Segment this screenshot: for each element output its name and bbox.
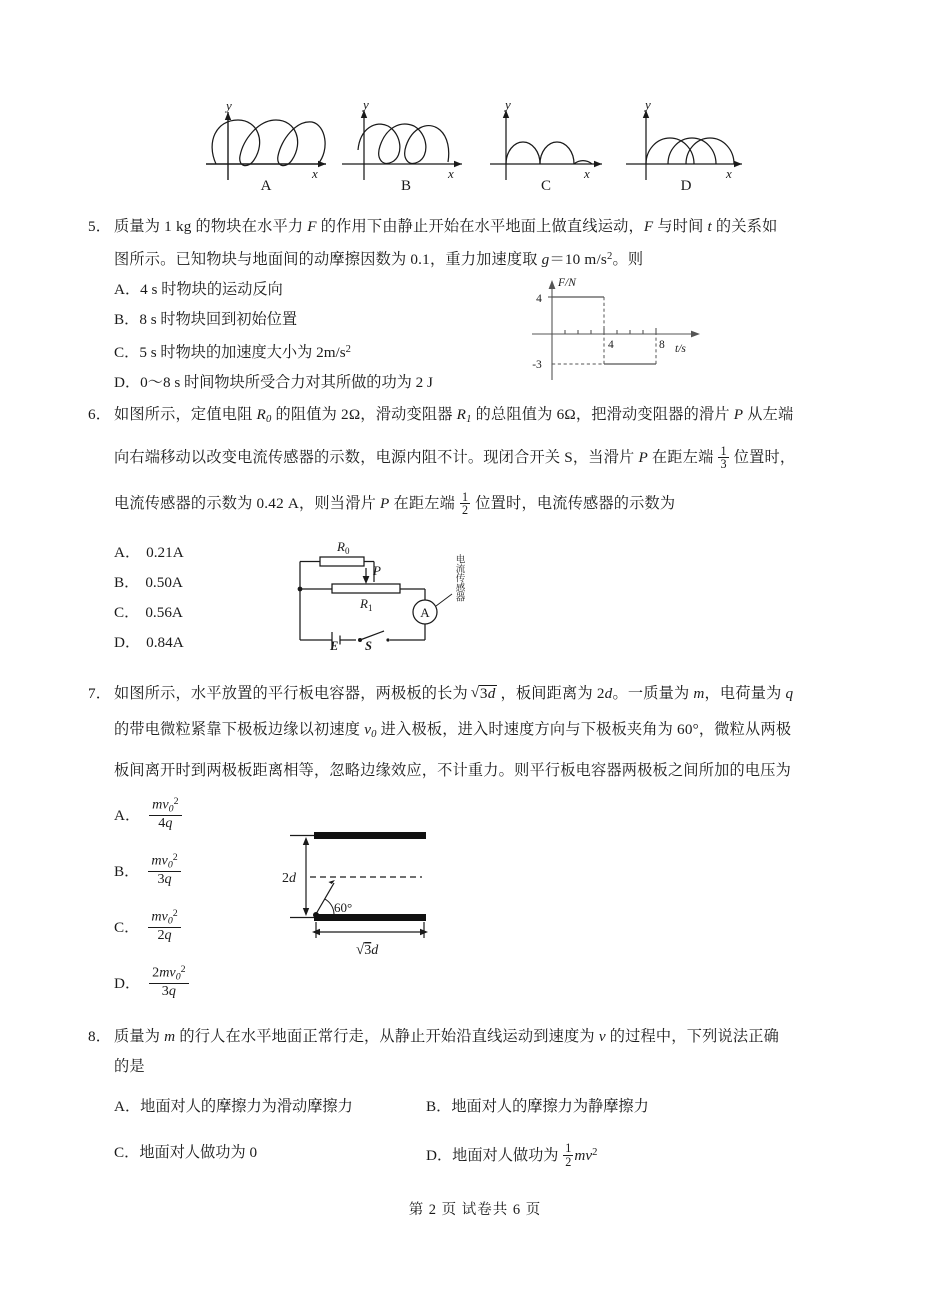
q8-text-a: 质量为: [114, 1028, 165, 1045]
q6-fraction-one-third: [718, 445, 728, 472]
denominator-q: q: [164, 871, 172, 888]
fraction-numerator: [148, 909, 180, 928]
length-d: d: [371, 943, 379, 958]
numerator-v-sub: 0: [167, 915, 173, 927]
current-sensor-label: [452, 554, 464, 606]
question-5-option-d[interactable]: [114, 368, 888, 398]
q6-text-j: 位置时，电流传感器的示数为: [471, 494, 676, 512]
q5-text-d: 的关系如: [711, 218, 778, 235]
option-tag: B．: [114, 310, 140, 328]
numerator-v-sub: 0: [167, 859, 173, 871]
option-tag: C．: [114, 604, 140, 621]
rheostat-r1-sub: 1: [368, 603, 373, 613]
numerator-v: v: [161, 908, 168, 925]
q5-symbol-F: F: [307, 218, 317, 235]
q6-text-i: 在距左端: [389, 494, 459, 512]
capacitor-diagram-svg: [272, 818, 482, 960]
question-6-option-b[interactable]: [114, 568, 184, 598]
q8-symbol-v: v: [598, 1028, 606, 1045]
trajectory-label-b: B: [400, 178, 411, 194]
question-8-option-a[interactable]: [114, 1092, 353, 1122]
question-8-option-b[interactable]: [426, 1092, 649, 1122]
numerator-m: m: [151, 852, 162, 869]
trajectory-label-c: C: [540, 178, 551, 194]
q6-symbol-R0-sub: 0: [265, 413, 272, 425]
q7-text-f: 进入极板，进入时速度方向与下极板夹角为 60°，微粒从两极: [376, 721, 792, 738]
trajectory-option-c: [476, 92, 616, 202]
option-tag: A．: [114, 1098, 141, 1115]
option-tag: C．: [114, 343, 140, 361]
graph-xtick-4: 4: [608, 339, 614, 351]
option-text: 0.56A: [145, 604, 183, 621]
option-text: 0.21A: [146, 544, 184, 561]
fraction-denominator: [149, 816, 181, 831]
q8-text-c: 的过程中，下列说法正确: [605, 1028, 780, 1045]
q7-sqrt-3d: [472, 676, 497, 712]
q8-symbol-m: m: [164, 1028, 176, 1045]
q7-text-g: 板间离开时到两极板距离相等，忽略边缘效应，不计重力。则平行板电容器两极板之间所加的电压为: [114, 761, 792, 779]
question-7-option-a[interactable]: [114, 788, 190, 844]
numerator-v-sup: 2: [173, 796, 179, 808]
force-time-graph: [520, 272, 740, 384]
resistor-r0-sub: 0: [345, 546, 350, 556]
gap-d: d: [289, 871, 296, 886]
axis-label-y: y: [505, 97, 511, 112]
q6-symbol-P3: P: [379, 494, 390, 512]
trajectory-svg-a: [196, 92, 336, 182]
option-tag: B．: [114, 863, 140, 880]
fraction-denominator: 3: [720, 457, 727, 472]
q7-text-c: 。一质量为: [612, 685, 694, 702]
option-fraction: [149, 797, 181, 831]
fraction-denominator: [149, 984, 188, 999]
q7-symbol-v0-sub: 0: [371, 728, 377, 740]
q6-text-e: 向右端移动以改变电流传感器的示数，电源内阻不计。现闭合开关 S，当滑片: [114, 448, 639, 466]
fraction-denominator: [148, 872, 180, 887]
question-7-option-b[interactable]: [114, 844, 190, 900]
numerator-v-sub: 0: [168, 803, 174, 815]
fraction-denominator: 2: [462, 503, 469, 518]
page-footer-text: 第 2 页 试卷共 6 页: [408, 1202, 542, 1218]
q5-symbol-F2: F: [643, 218, 654, 235]
option-text: 8 s 时物块回到初始位置: [139, 310, 298, 328]
question-8-stem-line-2: [88, 1052, 888, 1082]
question-7-stem-line-2: [88, 712, 888, 753]
numerator-coef: 2: [152, 964, 160, 981]
numerator-v: v: [162, 796, 169, 813]
trajectory-label-d: D: [680, 178, 692, 194]
force-time-graph-svg: [520, 272, 740, 384]
option-text: 地面对人的摩擦力为静摩擦力: [451, 1098, 649, 1115]
question-8-options-row-1: [88, 1092, 888, 1130]
fraction-numerator: [149, 797, 181, 816]
q6-text-a: 如图所示，定值电阻: [114, 406, 257, 423]
q5-text-g: 。则: [612, 250, 644, 268]
angle-label: 60°: [334, 900, 353, 915]
option-text: 0～8 s 时间物块所受合力对其所做的功为 2 J: [140, 373, 433, 391]
question-6: [88, 400, 888, 527]
gap-coef: 2: [282, 871, 289, 886]
circuit-diagram: [280, 532, 495, 650]
question-8-options-row-2: [88, 1138, 888, 1182]
option-tag: D．: [426, 1146, 453, 1164]
axis-label-x: x: [312, 166, 318, 181]
q7-text-e: 的带电微粒紧靠下极板边缘以初速度: [114, 721, 365, 738]
option-tag: B．: [114, 574, 140, 591]
q5-exponent: 2: [606, 251, 613, 262]
q7-symbol-m: m: [693, 685, 705, 702]
option-tag: C．: [114, 1144, 140, 1161]
axis-label-y: y: [226, 98, 232, 113]
question-7-option-d[interactable]: [114, 956, 190, 1012]
question-6-stem-line-1: [88, 400, 888, 435]
question-5-option-a[interactable]: [114, 275, 888, 305]
trajectory-svg-d: [616, 92, 756, 182]
ammeter-label: A: [420, 605, 430, 620]
fraction-denominator: 2: [565, 1155, 572, 1170]
q6-symbol-R1-sub: 1: [466, 413, 472, 425]
q6-text-h: 电流传感器的示数为 0.42 A，则当滑片: [114, 494, 380, 512]
question-7-stem-line-1: [88, 676, 888, 712]
axis-label-x: x: [448, 166, 454, 181]
q7-text-a: 如图所示，水平放置的平行板电容器，两极板的长为: [114, 685, 472, 702]
trajectory-option-a: [196, 92, 336, 202]
q8-symbol-m2: m: [574, 1146, 586, 1164]
denominator-q: q: [165, 815, 173, 832]
page-footer: [0, 1198, 950, 1219]
numerator-m: m: [152, 796, 163, 813]
fraction-denominator: [148, 928, 180, 943]
numerator-m: m: [151, 908, 162, 925]
fraction-numerator: 1: [565, 1141, 572, 1156]
q5-text-c: 与时间: [653, 218, 708, 235]
graph-y-axis-label: F/N: [558, 277, 576, 289]
denominator-coef: 4: [158, 815, 166, 832]
denominator-coef: 2: [157, 927, 165, 944]
q5-text-e: 图所示。已知物块与地面间的动摩擦因数为 0.1，重力加速度取: [114, 250, 542, 268]
fraction-numerator: 1: [720, 443, 727, 458]
numerator-v-sub: 0: [175, 971, 181, 983]
q6-text-c: 的总阻值为 6Ω，把滑动变阻器的滑片: [471, 406, 734, 423]
question-8-number: 8．: [88, 1028, 112, 1045]
q5-symbol-g: g: [541, 250, 550, 268]
q7-symbol-d: d: [487, 685, 496, 702]
numerator-v-sup: 2: [180, 964, 186, 976]
option-fraction: [149, 965, 188, 999]
trajectory-label-a: A: [260, 178, 272, 194]
rheostat-r1-label: R: [360, 596, 368, 611]
q5-text-f: ＝10 m/s: [549, 250, 607, 268]
denominator-coef: 3: [157, 871, 165, 888]
option-tag: A．: [114, 544, 141, 561]
q8-text-b: 的行人在水平地面正常行走，从静止开始沿直线运动到速度为: [175, 1028, 599, 1045]
question-7-number: 7．: [88, 685, 112, 702]
question-6-stem-line-2: [88, 435, 888, 481]
option-tag: C．: [114, 919, 140, 936]
numerator-v: v: [161, 852, 168, 869]
q8-fraction-one-half: [563, 1142, 573, 1169]
switch-label: S: [365, 639, 372, 650]
numerator-v: v: [169, 964, 176, 981]
numerator-v-sup: 2: [172, 908, 178, 920]
axis-label-y: y: [363, 97, 369, 112]
question-7-stem-line-3: [88, 753, 888, 789]
question-7-option-c[interactable]: [114, 900, 190, 956]
slider-p-label: P: [373, 563, 381, 578]
q8-symbol-v2: v: [585, 1146, 593, 1164]
option-text: 4 s 时物块的运动反向: [140, 280, 283, 298]
option-exponent: 2: [345, 343, 351, 355]
denominator-q: q: [164, 927, 172, 944]
question-8-stem-line-1: [88, 1022, 888, 1052]
gap-label: [282, 871, 297, 886]
q6-text-d: 从左端: [743, 406, 794, 423]
question-7-options: [114, 788, 190, 1012]
q6-text-b: 的阻值为 2Ω，滑动变阻器: [271, 406, 457, 423]
question-6-options: [114, 538, 184, 658]
question-6-stem-line-3: [88, 481, 888, 527]
axis-label-y: y: [645, 97, 651, 112]
q8-exponent: 2: [592, 1147, 598, 1158]
option-tag: D．: [114, 975, 141, 992]
option-tag: A．: [114, 807, 141, 824]
fraction-numerator: [149, 965, 188, 984]
graph-ytick-4: 4: [536, 293, 542, 305]
option-text: 5 s 时物块的加速度大小为 2m/s: [139, 343, 346, 361]
q5-symbol-t: t: [707, 218, 712, 235]
q6-symbol-P2: P: [638, 448, 648, 466]
q6-symbol-P: P: [733, 406, 744, 423]
option-text: 0.50A: [145, 574, 183, 591]
option-tag: A．: [114, 280, 141, 298]
q7-symbol-q: q: [785, 685, 794, 702]
battery-label: E: [330, 639, 339, 650]
question-8-option-d[interactable]: [426, 1138, 597, 1171]
q7-text-d: ，电荷量为: [704, 685, 786, 702]
length-sqrt-radicand: 3: [364, 943, 372, 958]
graph-xtick-8: 8: [659, 339, 665, 351]
option-text: 地面对人的摩擦力为滑动摩擦力: [140, 1098, 353, 1115]
question-6-option-d[interactable]: [114, 628, 184, 658]
question-5-option-c[interactable]: [114, 335, 888, 368]
option-text: 地面对人做功为 0: [139, 1144, 258, 1161]
option-fraction: [148, 909, 180, 943]
sqrt-radicand: 3: [479, 685, 488, 702]
axis-label-x: x: [584, 166, 590, 181]
trajectory-option-d: [616, 92, 756, 202]
trajectory-options-figure: [196, 92, 776, 202]
option-tag: D．: [114, 373, 141, 391]
fraction-numerator: [148, 853, 180, 872]
q7-text-b: ，板间距离为 2: [496, 685, 605, 702]
question-8-option-c[interactable]: [114, 1138, 257, 1168]
trajectory-option-b: [336, 92, 476, 202]
denominator-q: q: [168, 983, 176, 1000]
option-tag: D．: [114, 634, 141, 651]
q6-symbol-R1: R: [456, 406, 467, 423]
axis-label-x: x: [726, 166, 732, 181]
q6-text-g: 位置时，: [729, 448, 796, 466]
option-tag: B．: [426, 1098, 452, 1115]
q8-text-d: 的是: [114, 1058, 145, 1075]
question-5-stem-line-1: [88, 212, 888, 242]
question-5: [88, 212, 888, 398]
numerator-v-sup: 2: [172, 852, 178, 864]
capacitor-diagram: [272, 818, 482, 960]
q6-fraction-one-half: [460, 491, 470, 518]
q5-text-b: 的作用下由静止开始在水平地面上做直线运动，: [316, 218, 644, 235]
option-fraction: [148, 853, 180, 887]
q6-text-f: 在距左端: [647, 448, 718, 466]
graph-ytick-neg3: -3: [532, 359, 542, 371]
question-5-option-b[interactable]: [114, 305, 888, 335]
denominator-coef: 3: [161, 983, 169, 1000]
question-6-number: 6．: [88, 406, 112, 423]
graph-x-axis-label: t/s: [675, 343, 686, 355]
resistor-r0-label: R: [337, 539, 345, 554]
question-7: [88, 676, 888, 789]
q5-text-a: 质量为 1 kg 的物块在水平力: [114, 218, 308, 235]
question-6-option-c[interactable]: [114, 598, 184, 628]
trajectory-svg-c: [476, 92, 616, 182]
option-text: 地面对人做功为: [452, 1146, 563, 1164]
trajectory-svg-b: [336, 92, 476, 182]
question-5-stem-line-2: [88, 242, 888, 275]
current-sensor-label-text: 电流传感器: [453, 554, 464, 602]
question-6-option-a[interactable]: [114, 538, 184, 568]
q7-symbol-d2: d: [604, 685, 613, 702]
option-text: 0.84A: [146, 634, 184, 651]
question-5-number: 5．: [88, 218, 112, 235]
question-8: [88, 1022, 888, 1182]
fraction-numerator: 1: [462, 489, 469, 504]
q6-symbol-R0: R: [256, 406, 266, 423]
q7-symbol-v0: v: [364, 721, 372, 738]
plate-length-label: √3d: [356, 942, 379, 958]
numerator-m: m: [159, 964, 170, 981]
